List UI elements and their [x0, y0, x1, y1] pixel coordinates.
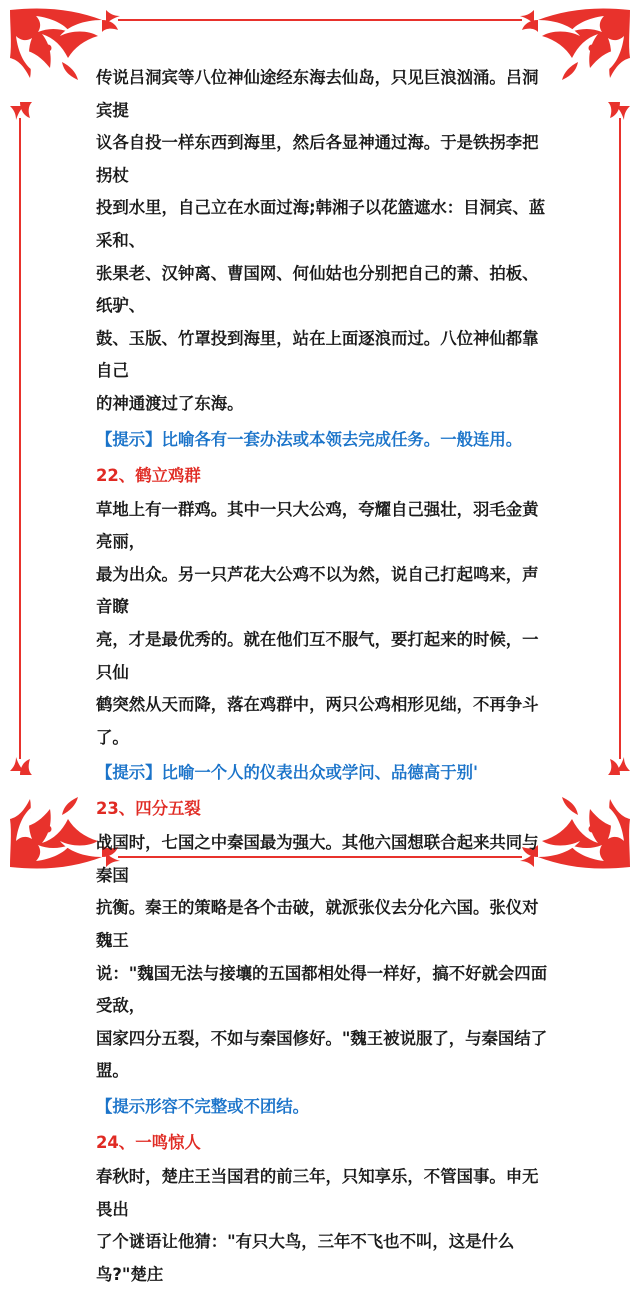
text-line: 议各自投一样东西到海里，然后各显神通过海。于是铁拐李把拐杖	[96, 133, 539, 185]
text-line: 国家四分五裂，不如与秦国修好。"魏王被说服了，与秦国结了盟。	[96, 1028, 548, 1081]
text-line: 春秋时，楚庄王当国君的前三年，只知享乐，不管国事。申无畏出	[96, 1167, 539, 1219]
text-line: 抗衡。秦王的策略是各个击破，就派张仪去分化六国。张仪对魏王	[96, 898, 539, 951]
text-line: 传说吕洞宾等八位神仙途经东海去仙岛，只见巨浪汹涌。吕洞宾提	[96, 68, 539, 120]
tip-note: 【提示】比喻一个人的仪表出众或学问、品德高于别'	[96, 763, 479, 783]
text-line: 鼓、玉版、竹罩投到海里，站在上面逐浪而过。八位神仙都靠自己	[96, 328, 539, 381]
frame-right-line	[619, 118, 621, 759]
story-paragraph	[96, 494, 548, 755]
tip-note: 【提示形容不完整或不团结。	[96, 1097, 310, 1117]
story-paragraph-ba-xian	[96, 62, 548, 421]
story-paragraph	[96, 1161, 548, 1291]
frame-left-line	[19, 118, 21, 759]
frame-top-line	[118, 19, 522, 21]
idiom-heading: 23、四分五裂	[96, 799, 201, 819]
text-line: 了个谜语让他猜："有只大鸟，三年不飞也不叫，这是什么鸟?"楚庄	[96, 1232, 515, 1284]
text-line: 草地上有一群鸡。其中一只大公鸡，夸耀自己强壮，羽毛金黄亮丽，	[96, 499, 539, 552]
idiom-heading: 24、一鸣惊人	[96, 1133, 201, 1153]
idiom-heading: 22、鹤立鸡群	[96, 465, 201, 485]
text-line: 鹤突然从天而降，落在鸡群中，两只公鸡相形见绌，不再争斗了。	[96, 695, 539, 747]
text-line: 亮，才是最优秀的。就在他们互不服气，要打起来的时候，一只仙	[96, 629, 539, 682]
text-line: 说："魏国无法与接壤的五国都相处得一样好，搞不好就会四面受敌，	[96, 963, 548, 1016]
text-line: 投到水里，自己立在水面过海;韩湘子以花篮遮水：目洞宾、蓝采和、	[96, 198, 546, 250]
tip-note: 【提示】比喻各有一套办法或本领去完成任务。一般连用。	[96, 429, 523, 449]
text-line: 最为出众。另一只芦花大公鸡不以为然，说自己打起鸣来，声音瞭	[96, 564, 539, 617]
text-line: 张果老、汉钟离、曹国网、何仙姑也分别把自己的萧、拍板、纸驴、	[96, 263, 539, 316]
text-line: 战国时，七国之中秦国最为强大。其他六国想联合起来共同与秦国	[96, 833, 539, 885]
story-paragraph	[96, 827, 548, 1088]
article-body	[96, 62, 548, 1291]
text-line: 的神通渡过了东海。	[96, 393, 244, 413]
